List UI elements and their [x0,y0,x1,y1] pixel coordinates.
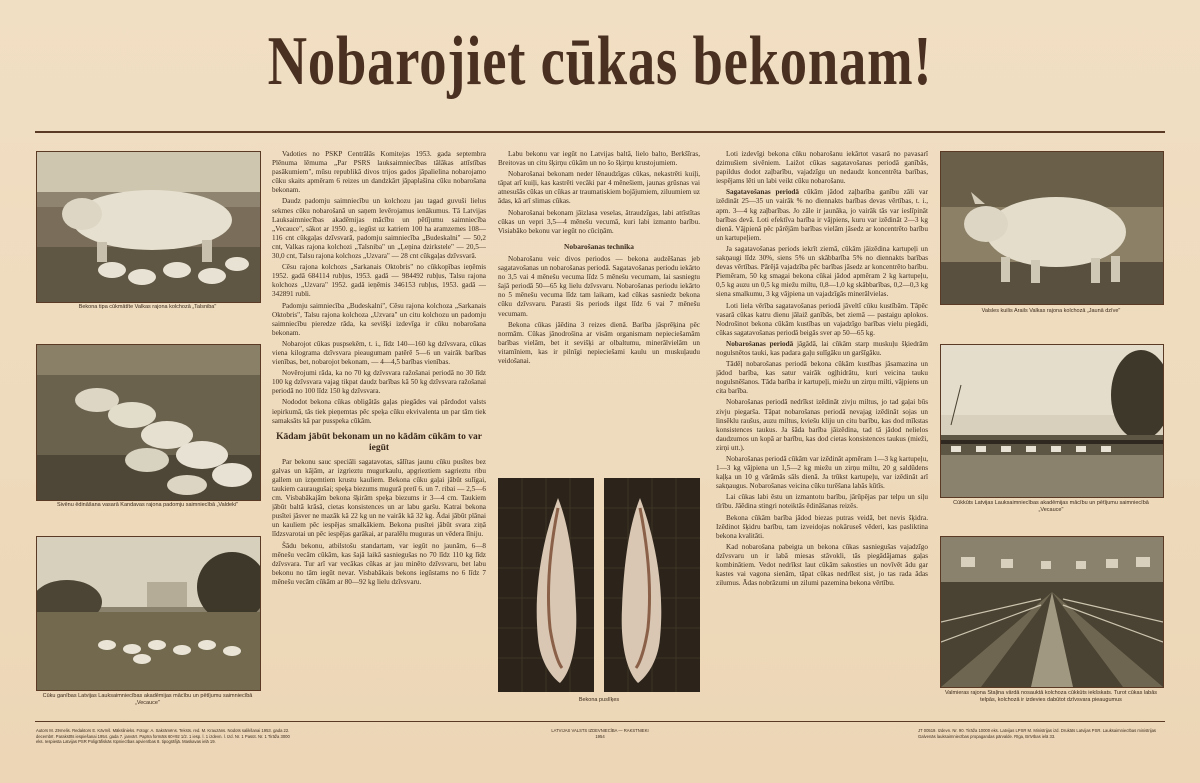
paragraph: Nobarošanas periodā cūkām var izēdināt apmēram 1—3 kg kartupeļu, 1—3 kg vājpiena un 1,5—2 kg miežu un zirņu miltu, 20 g saldūdens kaļķa un 10 g vārāmās sāls dienā. Ja trūkst kartupeļu, var izēdināt arī sakņaugus. Nobarošanas veicina cūku turēšana labās kūtīs. [716,455,928,491]
photo-caption: Valsles kuilis Arails Valkas rajona kolchozā „Jaunā dzīve" [981,308,1121,314]
imprint-left: Autors M. Zēmelis. Redaktors E. Kāvīnš. Mākslinieks. Fotogr. A. Sakrāmēns. Teksts. red. M. Krauzāns. Nodots salikšanai 1953. gada 22. decembrī. Parakstīts iespiešanai 1954. gada 7. janvārī. Papīra formāts 60×92 1/2. 1 iesp. l. 1 izdevn. l. Izd. Nr. 1 Pasūt. Nr. 1 Tirāža 3000 eks. Iespiesta Latvijas PSR Poligrāfiskās rūpniecības apvienības 8. tipogrāfijā. Maskavas ielā 19. [36,728,290,744]
photo-caption: Bekona puslīķes [578,697,620,703]
paragraph: Nobarošanai bekonam neder lēnaudzīgas cūkas, nekastrēti kuiļi, tāpat arī kuiļi, kas kastrēti vecāki par 4 mēnešiem, jaunas grūsnas vai atnesušās cūkas un cūkas ar traumatiskiem bojājumiem, ziluumiem uz ādas, kā arī slimas cūkas. [498,170,700,206]
paragraph: Loti izdevīgi bekona cūku nobarošanu iekārtot vasarā no pavasarī dzimušiem sivēniem. Laižot cūkas sagatavošanas periodā ganībās, papildus dodot zaļbarību, vajadzīgu un nedaudz koncentrēta barības, iespējams lēti un labi veikt cūku nobarošanu. [716,150,928,186]
paragraph: Ja sagatavošanas periods iekrīt ziemā, cūkām jāizēdina kartupeļi un sakņaugi līdz 30%, siens 5% un skābbarība 5% no diennakts barības devas vērtības. Pārējā vajadzība pēc barības jāsedz ar koncentrēto barību. Piemēram, 50 kg smagai bekona cūkai jādod apmēram 2 kg kartupeļu, 0,5 kg auzu un 0,5 kg miežu miltu, 0,8—1,0 kg skābbarības, 0,2—0,3 kg siena smalkumu, 3 kg vājpiena un vajadzīgās minerālvielas. [716,244,928,299]
photo-caption: Cūkkūts Latvijas Lauksaimniecības akadēmijas mācību un pētījumu saimniecībā „Vecauce" [953,500,1149,513]
publisher-imprint: LATVIJAS VALSTS IZDEVNIECĪBA — RAKSTNIEKI 1954 [551,728,649,739]
paragraph: Tādēļ nobarošanas periodā bekona cūkām kustības jāsamazina un jādod barība, kas satur vairāk ogļhidrātu, kuri veicina tauku nogulsnēšanos. Tāda barība ir kartupeļi, miežu un zirņu milti, vājpiens un cita barība. [716,360,928,396]
photo-pigsty-interior [940,536,1164,688]
photo-bacon-sides [498,478,700,692]
paragraph: Nobarošanu veic divos periodos — bekona audzēšanas jeb sagatavošanas un nobarošanas periodā. Sagatavošanas periodu iekārto no 3,5 vai 4 mēnešu vecuma līdz 5 mēnešu vecumam, lai sasniegtu šajā periodā 50—65 kg lielu dzīvsvaru. Nobarošanas periodu iekārto no 5 mēnešu vecuma līdz tam laikam, kad cūkas sasniedz bekona cūku dzīvsvaru. Parasti šis periods ilgst līdz 6 vai 7 mēnešu vecumam. [498,254,700,318]
paragraph: Novērojumi rāda, ka no 70 kg dzīvsvara ražošanai periodā no 30 līdz 100 kg dzīvsvara vajag tikpat daudz barības kā 50 kg dzīvsvara ražošanai periodā no 100 līdz 150 kg dzīvsvara. [272,369,486,396]
photo-sow-with-piglets [36,151,261,303]
paragraph-text: jāgādā, lai cūkām starp muskuļu šķiedrām nogulsnētos tauki, kas padara gaļu sulīgāku un garšīgāku. [716,339,928,357]
paragraph: Šādu bekonu, atbilstošu standartam, var iegūt no jaunām, 6—8 mēnešu vecām cūkām, kas šajā laikā sasniegušas no 70 līdz 110 kg līdz dzīvsvara. Tur arī var vecākas cūkas ar jau minēto dzīvsvaru, bet labu bekonu no tām iegūt nevar. Visbabākais bekons iegūstams no 6 līdz 7 mēnešu vecām cūkām ar 80—92 kg lielu dzīvsvaru. [272,541,486,586]
paragraph: Nobarošanai bekonam jāizlasa veselas, ātraudzīgas, labi attīstītas cūkas un vepri 3,5—4 mēnešu vecumā, kuri labi izmanto barību. Visiabāko bekonu var iegūt no cūciņām. [498,208,700,235]
inline-heading: Sagatavošanas periodā [726,188,800,197]
paragraph: Bekona cūkām barība jādod biezas putras veidā, bet nevis šķidra. Izēdinot šķidru barību, tam izveidojas nokāruseš vēderi, kas pasliktina bekona kvalitāti. [716,513,928,540]
poster-title: Nobarojiet cūkas bekonam! [267,23,933,100]
paragraph: Labu bekonu var iegūt no Latvijas baltā, lielo balto, Berkšīras, Breitovas un citu šķirņu cūkām un no šo šķirņu krustojumiem. [498,150,700,168]
paragraph: Cēsu rajona kolchozs „Sarkanais Oktobris" no cūkkopības ieņēmis 1952. gadā 684114 rubļus, 1953. gadā — 984492 rubļus, Talsu rajona kolchozs „Uzvara" 1952. gadā ieņēmis 346153 rubļus, 1953. gadā — 342891 rubli. [272,263,486,299]
paragraph: Loti liela vērība sagatavošanas periodā jāveltī cūku kustībām. Tāpēc vasarā cūkas katru dienu jālaiž ganībās, bet ziemā — pastaigu aplokos. Nodrošinot bekona cūkām kustības un vajadzīgo barības vielu piegādi, cūkas sagatavošanas periodā beigās sver ap 50—65 kg. [716,301,928,337]
photo-boar [940,151,1164,305]
photo-pigsty-exterior [940,344,1164,498]
paragraph: Nobarojot cūkas puspsekēm, t. i., līdz 140—160 kg dzīvsvara, cūkas viena kilograma dzīvsvara pieaugumam patērē 5—6 un vairāk barības vienības, bet, nobarojot bekonam, — 4—4,5 barības vienības. [272,339,486,367]
paragraph: Par bekonu sauc speciāli sagatavotas, sālītas jaunu cūku pusītes bez galvas un kājām, ar izgrieztu mugurkaulu, apgrieztiem sagrieztu ribu gallem un izņemtiem krustu kauliem. Bekona cūku gaļai jābūt sulīgai, taukiem cauraugušai; speķa biezums mugurā pretī 6. un 7. ribai — 2,5—6 cm. Visbabākajām bekona šķirām speķa biezums ir 3—4 cm. Taukiem jābūt baltā krāsā, cietas konsistences un ar labu garšu. Katrai bekona pusītei jāsver ne mazāk kā 22 kg un ne vairāk kā 32 kg. Ādai jābūt plānai un kauliem pēc iespējas smalkākiem. Bekona pusītei jābūt svara ziņā līdzsvarotai un pēc iespējas garākai, ar paralēlu muguras un vēdera līniju. [272,457,486,539]
section-heading: Nobarošanas technika [564,241,634,251]
photo-piglets-feeding [36,344,261,501]
section-heading: Kādam jābūt bekonam un no kādām cūkām to var iegūt [276,431,482,453]
top-rule [35,131,1165,133]
photo-caption: Bekona tipa cūkmātīte Valkas rajona kolchozā „Talsniba" [78,304,217,310]
photo-caption: Cūku ganības Latvijas Lauksaimniecības akadēmijas mācību un pētījumu saimniecībā „Vecauce" [42,693,253,706]
photo-caption: Valmieras rajona Staļina vārdā nosauktā kolchoza cūkkūts iekšskats. Turot cūkas labās telpās, kolchozā ir izdevies dabūtot dzīvsvara pieaugumus [944,690,1158,703]
bottom-rule [35,721,1165,722]
paragraph: Lai cūkas labi ēstu un izmantotu barību, jārūpējas par telpu un siļu tīrību. Jāēdina stingri noteiktās ēdināšanas reizēs. [716,493,928,511]
paragraph: Bekona cūkas jāēdina 3 reizes dienā. Barība jāsprēķina pēc normām. Cūkas jānodrošina ar visām organismam nepieciešamām barības vielām, bet it sevišķi ar olbaltumu, minerālvielām un vitamīniem, kas ir pilnīgi nepieciešami kaulu un muskuļaudu veidošanai. [498,320,700,365]
inline-heading: Nobarošanas periodā [726,339,794,348]
paragraph: Nododot bekona cūkas obligātās gaļas piegādes vai pārdodot valsts iepirkumā, tās tiek pieņemtas pēc speķa cūku ekvivalenta un par tām tiek samaksāts kā par pusspeka cūkām. [272,398,486,425]
photo-pigs-pasture [36,536,261,691]
paragraph: Padomju saimniecība „Budeskalni", Cēsu rajona kolchoza „Sarkanais Oktobris", Talsu rajona kolchoza „Uzvara" un citu kolchozu un padomju saimniecību pieredze rāda, ka sevišķi izdevīga ir cūku nobarošana bekonam. [272,301,486,337]
paragraph: Kad nobarošana pabeigta un bekona cūkas sasniegušas vajadzīgo dzīvsvaru un ir labā miesas stāvokli, tās piegādājamas gaļas kombinātiem. Vedot nedrīkst laut cūkām sakosties un novīvēt ādu gar kastes vai vagona sienām, tāpat cūkas nedrīkst sist, jo tas rada ādas zilumus. Ādas nobrāzumi un zilumi pazemina bekona vērtību. [716,542,928,588]
imprint-right: JT 00519. Izdevn. Nr. 90. Tirāža 10000 eks. Latvijas LPSR M. Ministrijas izd. Drukāts Latvijas PSR. Lauksaimniecības ministrijas Galvenās lauksaimniecības propagandas pārvalde. Rīga, Brīvības ielā 33. [918,728,1157,739]
photo-caption: Sivēnu ēdināšana vasarā Kandavas rajona padomju saimniecībā „Valdeki" [56,502,239,508]
text-column-1 [272,150,486,722]
paragraph-text: cūkām jādod zaļbarība ganību zāli var izēdināt 25—35 un vairāk % no diennakts barības devas vērtības, t. i., apm. 3—4 kg zaļbarības. Jo zāle ir jaunāka, jo vairāk tās var ieslīpināt barības devā. Loti efektīva barība ir vājpiens, kuru var izēdināt 2—3 kg dienā. Vājpienā pēc pārējām barības vielām jāsedz ar koncentrēto barību un kartupeļiem. [716,188,928,242]
paragraph: Vadoties no PSKP Centrālās Komitejas 1953. gada septembra Plēnuma lēmuma „Par PSRS lauksaimniecības tālākas attīstības pasākumiem", mūsu republikā divos trijos gados jāpalielina nobarojamo cūku skaits apmēram 6 reizes un dandzkārt jāpaplašina cūku nobarošana bekonam. [272,150,486,195]
paragraph: Daudz padomju saimniecību un kolchozu jau tagad guvuši lielus sekmes cūku nobarošanā un saņem levērojamus ienākumus. Tā Latvijas Lauksaimniecības akadēmijas mācību un pētījumu saimniecība „Vecauce", sākot ar 1950. g., iegūst uz katriem 100 ha aramzemes 108—116 cnt cūkgaļas dzīvsvarā, padomju saimniecība „Budeskalni" — 50,2 cnt, Valkas rajona kolchozi „Talsniba" un „Ļeņina dzirkstele" — 20,5—30,0 cnt, Talsu rajona kolchozs „Uzvara" — 28 cnt cūkgaļas dzīvsvarā. [272,197,486,261]
text-column-2 [498,150,700,460]
paragraph: Nobarošanas periodā nedrīkst izēdināt zivju miltus, jo tad gaļai būs zivju piegaršа. Tāpat nobarošanas periodā nevajag izēdināt sojas un linsēklu raušus, auzu miltus, kviešu kliju un citu barību, kas dod mīkstas konsistences taukus. Ja šāda barība jāizēdina, tad tā jādod nelielos daudzumos un kopā ar barību, kas dod cietas konsistences taukus (mieži, zirņi utt.). [716,398,928,452]
text-column-3 [716,150,928,722]
